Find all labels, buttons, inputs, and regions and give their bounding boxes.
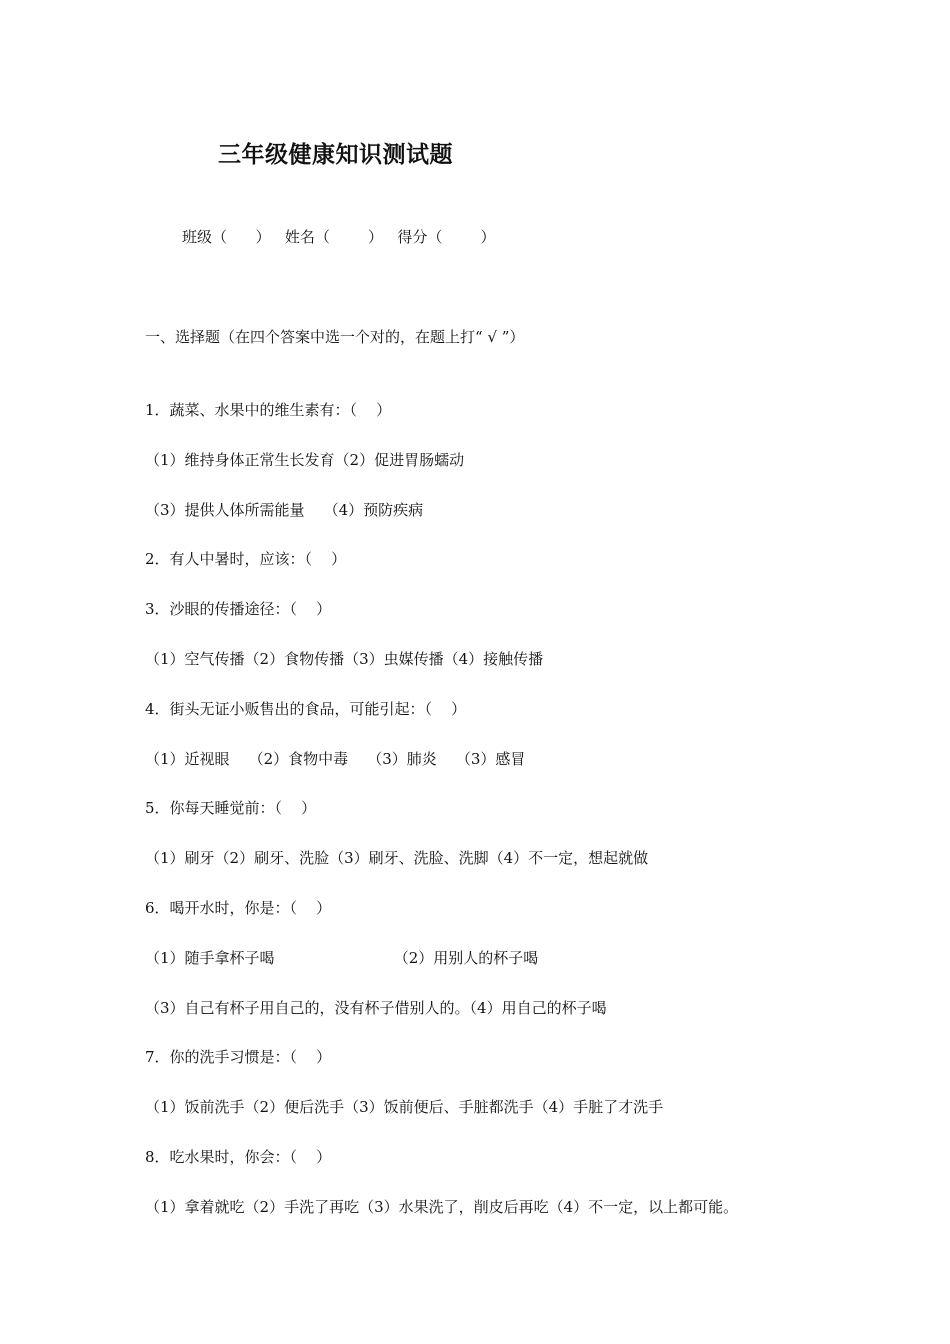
- question-5-options: （1）刷牙（2）刷牙、洗脸（3）刷牙、洗脸、洗脚（4）不一定，想起就做: [145, 849, 649, 867]
- question-1-options-b: （3）提供人体所需能量 （4）预防疾病: [145, 501, 424, 519]
- question-1: 1．蔬菜、水果中的维生素有：（ ）: [145, 401, 392, 419]
- question-2: 2．有人中暑时，应该：（ ）: [145, 550, 347, 568]
- question-8-options: （1）拿着就吃（2）手洗了再吃（3）水果洗了，削皮后再吃（4）不一定，以上都可能。: [145, 1198, 739, 1216]
- question-7-options: （1）饭前洗手（2）便后洗手（3）饭前便后、手脏都洗手（4）手脏了才洗手: [145, 1098, 664, 1116]
- question-6: 6．喝开水时，你是：（ ）: [145, 899, 332, 917]
- question-6-options-a: （1）随手拿杯子喝 （2）用别人的杯子喝: [145, 949, 539, 967]
- question-3-options: （1）空气传播（2）食物传播（3）虫媒传播（4）接触传播: [145, 650, 544, 668]
- question-3: 3．沙眼的传播途径：（ ）: [145, 600, 332, 618]
- question-1-options-a: （1）维持身体正常生长发育（2）促进胃肠蠕动: [145, 451, 465, 469]
- student-info-line: 班级（ ） 姓名（ ） 得分（ ）: [182, 228, 496, 246]
- question-6-options-b: （3）自己有杯子用自己的，没有杯子借别人的。（4）用自己的杯子喝: [145, 999, 607, 1017]
- question-4: 4．街头无证小贩售出的食品，可能引起：（ ）: [145, 700, 467, 718]
- question-4-options: （1）近视眼 （2）食物中毒 （3）肺炎 （3）感冒: [145, 750, 526, 768]
- question-7: 7．你的洗手习惯是：（ ）: [145, 1048, 332, 1066]
- question-5: 5．你每天睡觉前：（ ）: [145, 799, 317, 817]
- section-heading: 一、选择题（在四个答案中选一个对的，在题上打“ √ ”）: [145, 328, 525, 346]
- question-8: 8．吃水果时，你会：（ ）: [145, 1148, 332, 1166]
- page-title: 三年级健康知识测试题: [218, 141, 453, 168]
